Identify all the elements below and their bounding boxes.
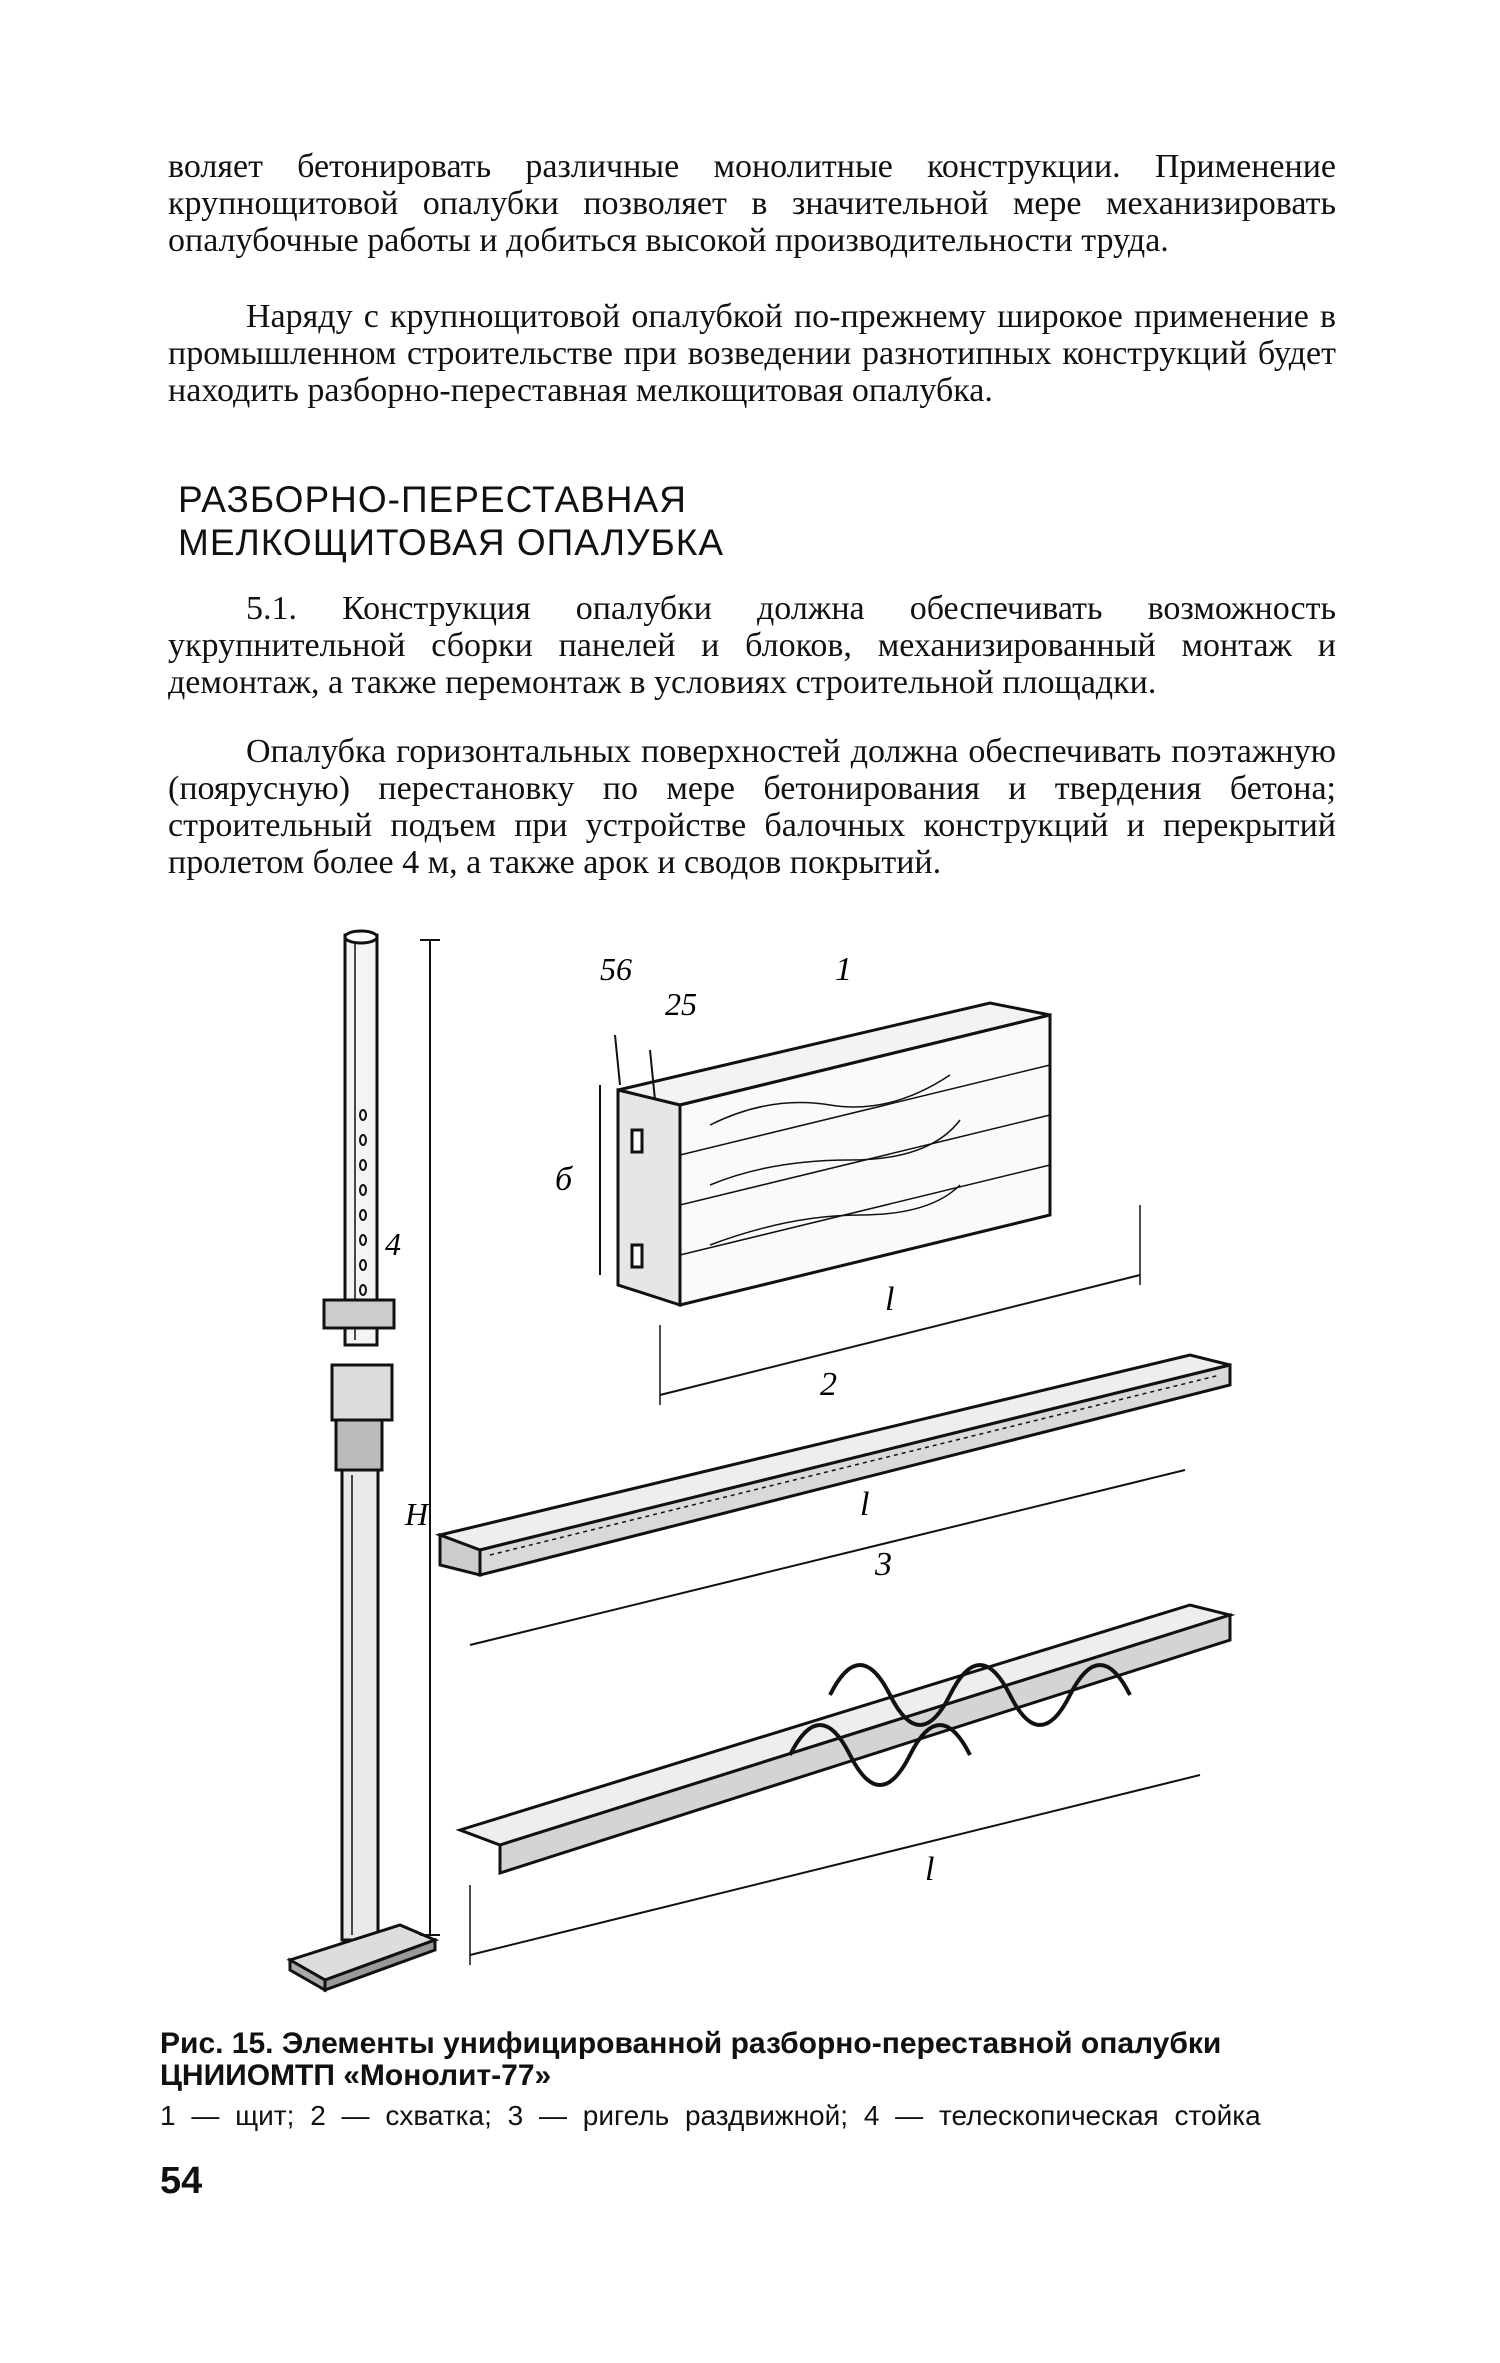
- page-number: 54: [160, 2160, 203, 2202]
- waler-length-label: l: [860, 1486, 870, 1523]
- figure-caption-line-1: Рис. 15. Элементы унифицированной разборно-переставной опалубки: [160, 2027, 1222, 2060]
- dim-H-label: H: [405, 1496, 429, 1532]
- panel-drawing: [600, 1003, 1140, 1405]
- panel-length-label: l: [885, 1281, 895, 1318]
- paragraph-1: воляет бетонировать различные монолитные конструкции. Применение крупнощитовой опалубки позволяет в значительной мере механизировать опалубочные работы и добиться высокой производительности труда.: [168, 148, 1336, 259]
- paragraph-4: Опалубка горизонтальных поверхностей должна обеспечивать поэтажную (поярусную) перестановку по мере бетонирования и твердения бетона; строительный подъем при устройстве балочных конструкций и перекрытий пролетом более 4 м, а также арок и сводов покрытий.: [168, 733, 1336, 881]
- figure-caption-line-2: ЦНИИОМТП «Монолит-77»: [160, 2059, 552, 2092]
- dim-25-label: 25: [665, 986, 697, 1022]
- adjustable-beam-drawing: [460, 1605, 1230, 1965]
- beam-length-label: l: [925, 1851, 935, 1888]
- label-4: 4: [385, 1226, 401, 1262]
- formwork-illustration: [270, 925, 1350, 2015]
- paragraph-2: Наряду с крупнощитовой опалубкой по-прежнему широкое применение в промышленном строительстве при возведении разнотипных конструкций будет находить разборно-переставная мелкощитовая опалубка.: [168, 298, 1336, 409]
- paragraph-3: 5.1. Конструкция опалубки должна обеспечивать возможность укрупнительной сборки панелей и блоков, механизированный монтаж и демонтаж, а также перемонтаж в условиях строительной площадки.: [168, 590, 1336, 701]
- telescopic-prop-drawing: [290, 931, 440, 1990]
- dim-56-label: 56: [600, 951, 632, 987]
- section-heading-line-1: РАЗБОРНО-ПЕРЕСТАВНАЯ: [178, 479, 687, 520]
- label-3: 3: [875, 1546, 892, 1583]
- label-2: 2: [820, 1366, 837, 1403]
- dim-b-label: б: [555, 1161, 573, 1198]
- figure-legend: 1 — щит; 2 — схватка; 3 — ригель раздвижной; 4 — телескопическая стойка: [160, 2100, 1261, 2131]
- section-heading-line-2: МЕЛКОЩИТОВАЯ ОПАЛУБКА: [178, 522, 724, 563]
- label-1: 1: [835, 951, 852, 988]
